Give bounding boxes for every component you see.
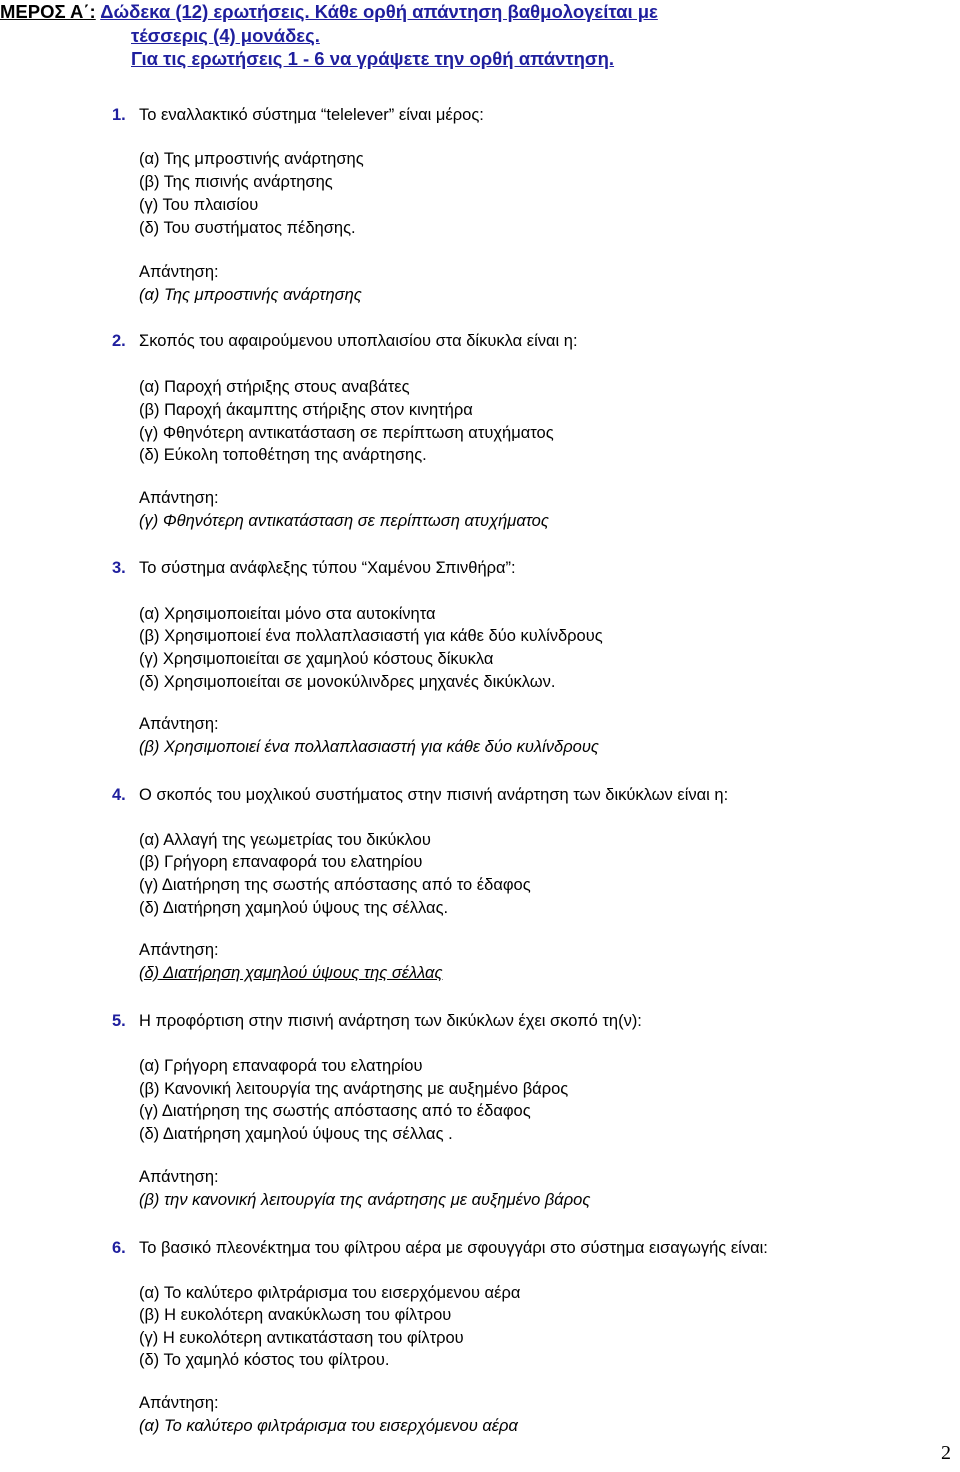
option-a: (α) Το καλύτερο φιλτράρισμα του εισερχόμενου αέρα xyxy=(139,1284,521,1302)
option-c: (γ) Του πλαισίου xyxy=(139,196,259,214)
answer-label: Απάντηση: xyxy=(139,489,219,507)
answer-label: Απάντηση: xyxy=(139,1394,219,1412)
option-d: (δ) Χρησιμοποιείται σε μονοκύλινδρες μηχανές δικύκλων. xyxy=(139,673,556,691)
question-text: Το εναλλακτικό σύστημα “telelever” είναι μέρος: xyxy=(139,106,484,124)
question-number: 3. xyxy=(112,559,126,577)
option-d: (δ) Εύκολη τοποθέτηση της ανάρτησης. xyxy=(139,446,427,464)
answer-label: Απάντηση: xyxy=(139,941,219,959)
answer: (γ) Φθηνότερη αντικατάσταση σε περίπτωση ατυχήματος xyxy=(139,512,549,530)
option-d: (δ) Διατήρηση χαμηλού ύψους της σέλλας . xyxy=(139,1125,453,1143)
answer: (α) Το καλύτερο φιλτράρισμα του εισερχόμενου αέρα xyxy=(139,1417,518,1435)
answer-label: Απάντηση: xyxy=(139,715,219,733)
option-b: (β) Η ευκολότερη ανακύκλωση του φίλτρου xyxy=(139,1306,452,1324)
option-b: (β) Γρήγορη επαναφορά του ελατηρίου xyxy=(139,853,423,871)
option-c: (γ) Χρησιμοποιείται σε χαμηλού κόστους δίκυκλα xyxy=(139,650,494,668)
option-d: (δ) Διατήρηση χαμηλού ύψους της σέλλας. xyxy=(139,899,449,917)
question-number: 2. xyxy=(112,332,126,350)
option-a: (α) Παροχή στήριξης στους αναβάτες xyxy=(139,378,410,396)
answer: (β) την κανονική λειτουργία της ανάρτησης με αυξημένο βάρος xyxy=(139,1191,591,1209)
option-a: (α) Χρησιμοποιείται μόνο στα αυτοκίνητα xyxy=(139,605,436,623)
header-line-3: Για τις ερωτήσεις 1 - 6 να γράψετε την ορθή απάντηση. xyxy=(131,48,615,69)
header-line-2: τέσσερις (4) μονάδες. xyxy=(131,25,320,46)
question-text: Το βασικό πλεονέκτημα του φίλτρου αέρα με σφουγγάρι στο σύστημα εισαγωγής είναι: xyxy=(139,1239,768,1257)
header-line-1-text: Δώδεκα (12) ερωτήσεις. Κάθε ορθή απάντηση βαθμολογείται με xyxy=(100,1,658,22)
answer-label: Απάντηση: xyxy=(139,1168,219,1186)
option-a: (α) Γρήγορη επαναφορά του ελατηρίου xyxy=(139,1057,423,1075)
answer: (β) Χρησιμοποιεί ένα πολλαπλασιαστή για κάθε δύο κυλίνδρους xyxy=(139,738,599,756)
option-b: (β) Χρησιμοποιεί ένα πολλαπλασιαστή για κάθε δύο κυλίνδρους xyxy=(139,627,603,645)
option-c: (γ) Διατήρηση της σωστής απόστασης από το έδαφος xyxy=(139,876,531,894)
header-line-1 xyxy=(0,1,658,23)
answer-label: Απάντηση: xyxy=(139,263,219,281)
question-number: 5. xyxy=(112,1012,126,1030)
option-d: (δ) Του συστήματος πέδησης. xyxy=(139,219,356,237)
question-number: 1. xyxy=(112,106,126,124)
question-text: Το σύστημα ανάφλεξης τύπου “Χαμένου Σπινθήρα”: xyxy=(139,559,516,577)
question-number: 6. xyxy=(112,1239,126,1257)
option-a: (α) Αλλαγή της γεωμετρίας του δικύκλου xyxy=(139,831,431,849)
question-text: Σκοπός του αφαιρούμενου υποπλαισίου στα δίκυκλα είναι η: xyxy=(139,332,578,350)
option-b: (β) Παροχή άκαμπτης στήριξης στον κινητήρα xyxy=(139,401,473,419)
option-b: (β) Κανονική λειτουργία της ανάρτησης με αυξημένο βάρος xyxy=(139,1080,569,1098)
option-c: (γ) Διατήρηση της σωστής απόστασης από το έδαφος xyxy=(139,1102,531,1120)
option-a: (α) Της μπροστινής ανάρτησης xyxy=(139,150,364,168)
option-c: (γ) Φθηνότερη αντικατάσταση σε περίπτωση ατυχήματος xyxy=(139,424,554,442)
option-b: (β) Της πισινής ανάρτησης xyxy=(139,173,333,191)
answer: (α) Της μπροστινής ανάρτησης xyxy=(139,286,362,304)
question-number: 4. xyxy=(112,786,126,804)
question-text: Η προφόρτιση στην πισινή ανάρτηση των δικύκλων έχει σκοπό τη(ν): xyxy=(139,1012,642,1030)
option-d: (δ) Το χαμηλό κόστος του φίλτρου. xyxy=(139,1351,390,1369)
part-label: ΜΕΡΟΣ Α΄: xyxy=(0,1,96,22)
page-number: 2 xyxy=(941,1442,951,1464)
option-c: (γ) Η ευκολότερη αντικατάσταση του φίλτρου xyxy=(139,1329,464,1347)
question-text: Ο σκοπός του μοχλικού συστήματος στην πισινή ανάρτηση των δικύκλων είναι η: xyxy=(139,786,729,804)
answer: (δ) Διατήρηση χαμηλού ύψους της σέλλας xyxy=(139,964,443,982)
